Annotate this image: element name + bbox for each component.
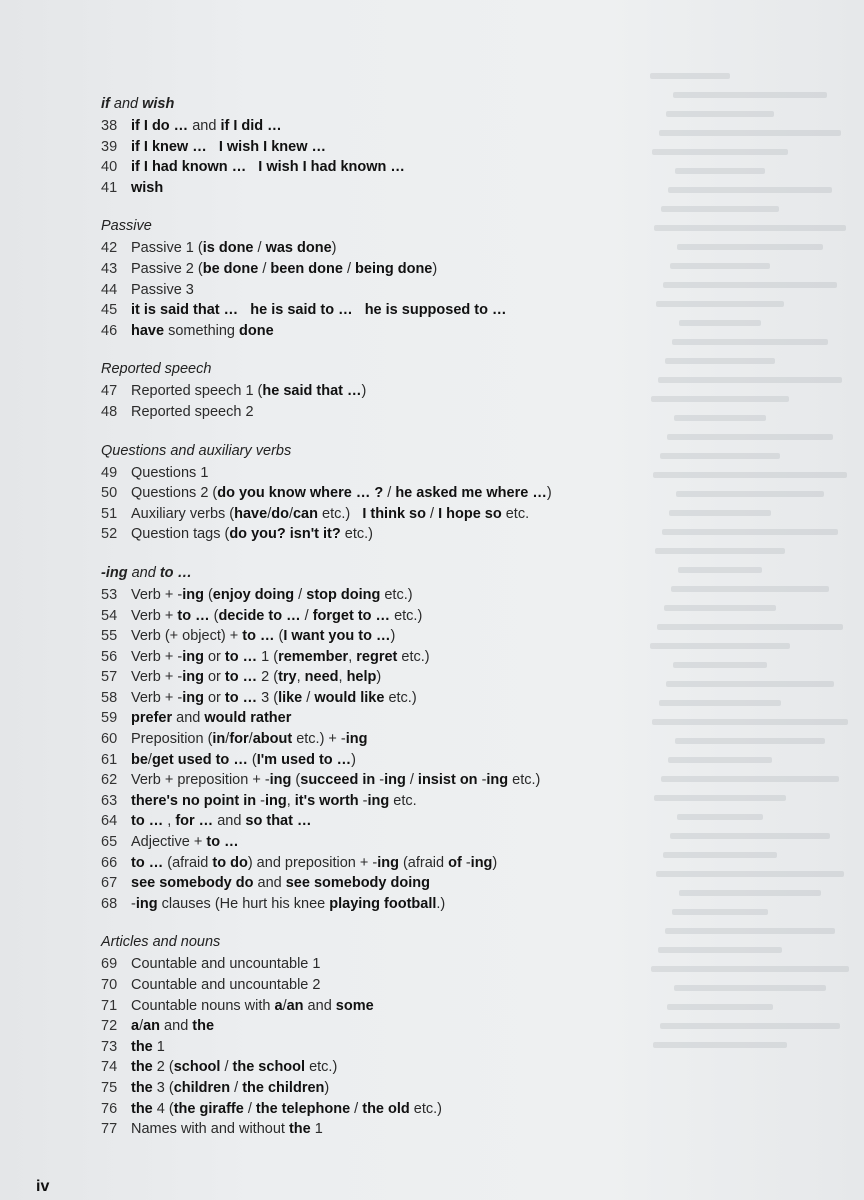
unit-title: Verb + -ing or to … 2 (try, need, help): [131, 669, 382, 686]
unit-number: 66: [101, 854, 118, 871]
unit-number: 68: [101, 895, 118, 912]
unit-entry[interactable]: [101, 381, 721, 402]
unit-title: Reported speech 2: [131, 403, 254, 420]
unit-entry[interactable]: [101, 996, 721, 1017]
unit-entry[interactable]: [101, 647, 721, 668]
unit-number: 43: [101, 260, 118, 277]
unit-title: the 1: [131, 1038, 165, 1055]
unit-number: 77: [101, 1121, 118, 1138]
unit-entry[interactable]: [101, 708, 721, 729]
unit-entry[interactable]: [101, 853, 721, 874]
contents-section: [101, 441, 721, 545]
unit-title: have something done: [131, 322, 274, 339]
unit-title: if I do … and if I did …: [131, 118, 282, 134]
section-title: Articles and nouns: [101, 934, 221, 951]
unit-number: 53: [101, 586, 118, 603]
unit-number: 69: [101, 956, 118, 973]
unit-entry[interactable]: [101, 770, 721, 791]
unit-title: Adjective + to …: [131, 834, 239, 851]
unit-number: 38: [101, 118, 118, 134]
unit-number: 70: [101, 977, 118, 993]
unit-number: 67: [101, 875, 118, 892]
unit-title: if I knew … I wish I knew …: [131, 138, 327, 155]
unit-number: 49: [101, 464, 118, 481]
unit-title: Verb + -ing or to … 1 (remember, regret etc.): [131, 648, 430, 665]
unit-number: 52: [101, 526, 118, 543]
unit-entry[interactable]: [101, 157, 721, 178]
contents-section: [101, 94, 721, 198]
unit-entry[interactable]: [101, 1037, 721, 1058]
unit-entry[interactable]: [101, 280, 721, 301]
unit-entry[interactable]: [101, 811, 721, 832]
unit-number: 40: [101, 159, 118, 176]
unit-number: 61: [101, 751, 118, 768]
unit-number: 44: [101, 281, 118, 298]
unit-number: 74: [101, 1059, 118, 1076]
unit-number: 46: [101, 322, 118, 339]
page-number: iv: [36, 1178, 50, 1195]
unit-number: 62: [101, 772, 118, 789]
unit-number: 45: [101, 302, 118, 319]
unit-number: 58: [101, 689, 118, 706]
unit-entry[interactable]: [101, 116, 721, 137]
unit-entry[interactable]: [101, 259, 721, 280]
unit-number: 65: [101, 834, 118, 851]
contents-list: [101, 94, 721, 1158]
unit-entry[interactable]: [101, 463, 721, 484]
unit-number: 42: [101, 240, 118, 257]
unit-title: Countable nouns with a/an and some: [131, 997, 374, 1014]
unit-entry[interactable]: [101, 750, 721, 771]
unit-entry[interactable]: [101, 873, 721, 894]
unit-number: 48: [101, 403, 118, 420]
unit-title: be/get used to … (I'm used to …): [131, 751, 357, 768]
unit-number: 41: [101, 179, 118, 196]
unit-title: Verb + preposition + -ing (succeed in -ing / insist on -ing etc.): [131, 772, 541, 789]
unit-entry[interactable]: [101, 321, 721, 342]
unit-number: 57: [101, 669, 118, 686]
unit-entry[interactable]: [101, 585, 721, 606]
unit-number: 73: [101, 1038, 118, 1055]
unit-title: Preposition (in/for/about etc.) + -ing: [131, 731, 368, 748]
unit-title: the 4 (the giraffe / the telephone / the old etc.): [131, 1100, 443, 1117]
unit-title: Countable and uncountable 1: [131, 956, 321, 973]
unit-entry[interactable]: [101, 832, 721, 853]
unit-entry[interactable]: [101, 1078, 721, 1099]
unit-title: Passive 3: [131, 281, 194, 298]
contents-section: [101, 932, 721, 1139]
unit-entry[interactable]: [101, 894, 721, 915]
unit-entry[interactable]: [101, 178, 721, 199]
section-title: Reported speech: [101, 361, 212, 378]
unit-title: Questions 2 (do you know where … ? / he asked me where …): [131, 485, 552, 502]
section-title: Passive: [101, 218, 152, 235]
contents-section: [101, 359, 721, 422]
section-title: Questions and auxiliary verbs: [101, 442, 292, 459]
contents-section: [101, 563, 721, 915]
show-through-line: [650, 73, 730, 79]
unit-entry[interactable]: [101, 688, 721, 709]
unit-title: Passive 1 (is done / was done): [131, 240, 337, 257]
unit-title: it is said that … he is said to … he is supposed to …: [131, 302, 507, 319]
unit-title: Reported speech 1 (he said that …): [131, 383, 367, 400]
unit-title: Passive 2 (be done / been done / being done): [131, 260, 438, 277]
unit-title: a/an and the: [131, 1018, 215, 1035]
unit-title: Verb + -ing or to … 3 (like / would like etc.): [131, 689, 417, 706]
unit-number: 75: [101, 1079, 118, 1096]
unit-entry[interactable]: [101, 975, 721, 996]
unit-number: 56: [101, 648, 118, 665]
unit-title: if I had known … I wish I had known …: [131, 159, 405, 176]
contents-section: [101, 216, 721, 341]
unit-title: to … (afraid to do) and preposition + -ing (afraid of -ing): [131, 854, 498, 871]
unit-number: 60: [101, 731, 118, 748]
unit-title: prefer and would rather: [131, 710, 292, 727]
unit-entry[interactable]: [101, 483, 721, 504]
unit-title: there's no point in -ing, it's worth -ing etc.: [131, 792, 417, 809]
unit-entry[interactable]: [101, 300, 721, 321]
unit-title: the 3 (children / the children): [131, 1079, 330, 1096]
unit-number: 55: [101, 628, 118, 645]
unit-title: Verb + -ing (enjoy doing / stop doing etc.): [131, 586, 413, 603]
unit-number: 64: [101, 813, 118, 830]
unit-number: 50: [101, 485, 118, 502]
unit-title: Auxiliary verbs (have/do/can etc.) I think so / I hope so etc.: [131, 505, 530, 522]
unit-entry[interactable]: [101, 606, 721, 627]
unit-entry[interactable]: [101, 504, 721, 525]
unit-entry[interactable]: [101, 1119, 721, 1140]
unit-entry[interactable]: [101, 729, 721, 750]
unit-number: 59: [101, 710, 118, 727]
unit-title: Verb + to … (decide to … / forget to … etc.): [131, 607, 423, 624]
unit-title: Verb (+ object) + to … (I want you to …): [131, 628, 396, 645]
unit-entry[interactable]: [101, 1099, 721, 1120]
unit-title: Names with and without the 1: [131, 1121, 323, 1138]
unit-title: Question tags (do you? isn't it? etc.): [131, 526, 373, 543]
unit-number: 71: [101, 997, 118, 1014]
unit-number: 54: [101, 607, 118, 624]
unit-entry[interactable]: [101, 402, 721, 423]
unit-title: to … , for … and so that …: [131, 813, 312, 830]
unit-number: 47: [101, 383, 118, 400]
unit-title: wish: [131, 179, 164, 196]
unit-entry[interactable]: [101, 791, 721, 812]
unit-entry[interactable]: [101, 626, 721, 647]
unit-entry[interactable]: [101, 1016, 721, 1037]
unit-entry[interactable]: [101, 667, 721, 688]
unit-title: the 2 (school / the school etc.): [131, 1059, 338, 1076]
unit-entry[interactable]: [101, 524, 721, 545]
section-title: if and wish: [101, 96, 175, 112]
unit-title: see somebody do and see somebody doing: [131, 875, 430, 892]
unit-number: 76: [101, 1100, 118, 1117]
unit-entry[interactable]: [101, 1057, 721, 1078]
unit-number: 63: [101, 792, 118, 809]
section-title: -ing and to …: [101, 564, 193, 581]
unit-number: 51: [101, 505, 118, 522]
unit-title: -ing clauses (He hurt his knee playing football.): [131, 895, 446, 912]
unit-title: Questions 1: [131, 464, 209, 481]
unit-entry[interactable]: [101, 238, 721, 259]
unit-title: Countable and uncountable 2: [131, 977, 321, 993]
unit-number: 72: [101, 1018, 118, 1035]
unit-entry[interactable]: [101, 137, 721, 158]
unit-number: 39: [101, 138, 118, 155]
unit-entry[interactable]: [101, 954, 721, 975]
